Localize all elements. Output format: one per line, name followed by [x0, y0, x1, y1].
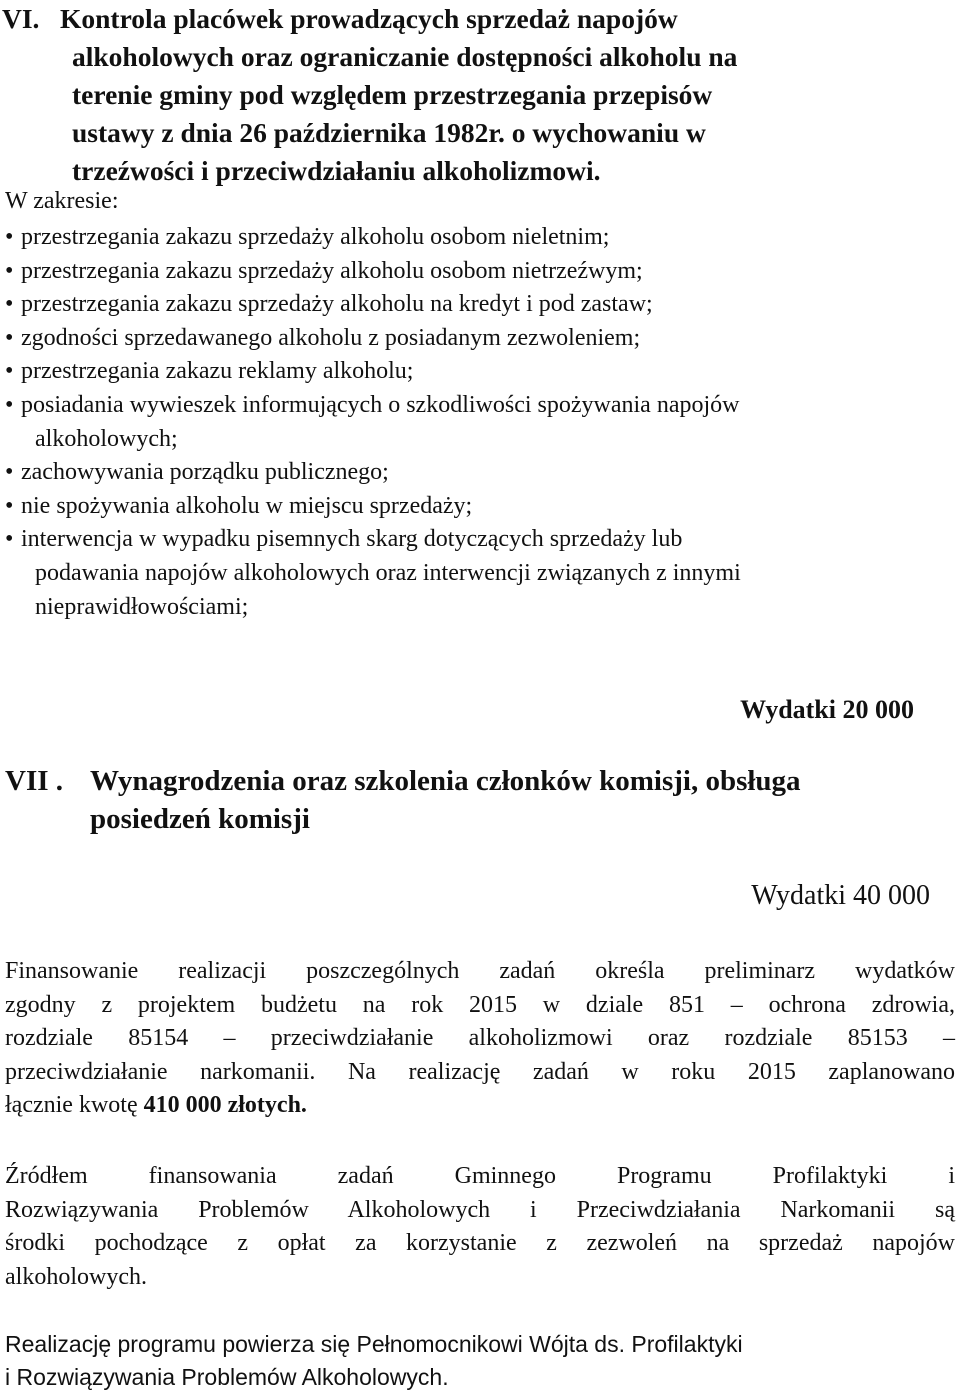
paragraph-line: przeciwdziałanie narkomanii. Na realizację zadań w roku 2015 zaplanowano: [5, 1058, 955, 1085]
section-6-expenses: Wydatki 20 000: [740, 695, 914, 724]
list-item-text: zachowywania porządku publicznego;: [21, 459, 389, 486]
bullet: •: [5, 459, 14, 486]
list-item: [5, 490, 945, 524]
paragraph-last-line-prefix: łącznie kwotę: [5, 1092, 144, 1119]
section-7-title-line-2: posiedzeń komisji: [90, 803, 310, 835]
section-6-title-line-5: trzeźwości i przeciwdziałaniu alkoholizmowi.: [72, 155, 601, 186]
list-item: [5, 355, 945, 389]
section-7-expenses: Wydatki 40 000: [751, 880, 930, 911]
source-paragraph: [5, 1160, 955, 1294]
bullet: •: [5, 257, 14, 284]
list-item-text: przestrzegania zakazu sprzedaży alkoholu osobom nieletnim;: [21, 224, 610, 250]
list-item-text: nie spożywania alkoholu w miejscu sprzedaży;: [21, 492, 473, 519]
section-6-list: [5, 221, 945, 624]
list-item: [5, 456, 945, 490]
paragraph-last-line: alkoholowych.: [5, 1263, 147, 1290]
section-7-number: VII .: [5, 765, 64, 797]
section-6-heading: [2, 0, 952, 190]
section-6-intro: W zakresie:: [5, 188, 119, 214]
list-item: [5, 389, 945, 456]
paragraph-last-line: [5, 1089, 955, 1123]
list-item-text: posiadania wywieszek informujących o szkodliwości spożywania napojów: [21, 391, 740, 418]
bullet: •: [5, 358, 14, 385]
financing-paragraph: [5, 955, 955, 1123]
bullet: •: [5, 492, 14, 519]
list-item-text: przestrzegania zakazu reklamy alkoholu;: [21, 358, 414, 385]
paragraph-line: i Rozwiązywania Problemów Alkoholowych.: [5, 1364, 449, 1390]
list-item: [5, 221, 945, 255]
list-item: [5, 288, 945, 322]
list-item-text-continued: nieprawidłowościami;: [35, 593, 249, 620]
total-amount: 410 000 złotych.: [143, 1092, 307, 1119]
list-item-text-continued: alkoholowych;: [35, 425, 178, 452]
paragraph-line: Finansowanie realizacji poszczególnych zadań określa preliminarz wydatków: [5, 958, 955, 984]
list-item: [5, 322, 945, 356]
section-6-title-line-3: terenie gminy pod względem przestrzegania przepisów: [72, 79, 713, 110]
bullet: •: [5, 324, 14, 351]
list-item: [5, 523, 945, 624]
paragraph-line: środki pochodzące z opłat za korzystanie z zezwoleń na sprzedaż napojów: [5, 1230, 955, 1257]
bullet: •: [5, 391, 14, 418]
paragraph-line: rozdziale 85154 – przeciwdziałanie alkoholizmowi oraz rozdziale 85153 –: [5, 1025, 955, 1052]
section-7-title-line-1: Wynagrodzenia oraz szkolenia członków komisji, obsługa: [90, 765, 801, 797]
paragraph-line: Źródłem finansowania zadań Gminnego Programu Profilaktyki i: [5, 1163, 955, 1189]
paragraph-line: Realizację programu powierza się Pełnomocnikowi Wójta ds. Profilaktyki: [5, 1331, 743, 1357]
list-item: [5, 255, 945, 289]
bullet: •: [5, 291, 14, 318]
list-item-text: przestrzegania zakazu sprzedaży alkoholu osobom nietrzeźwym;: [21, 257, 643, 284]
section-6-title-line-1: Kontrola placówek prowadzących sprzedaż napojów: [60, 3, 678, 34]
section-6-title-line-4: ustawy z dnia 26 października 1982r. o wychowaniu w: [72, 117, 706, 148]
section-6-number: VI.: [2, 3, 40, 34]
bullet: •: [5, 526, 14, 553]
bullet: •: [5, 224, 14, 250]
list-item-text-continued: podawania napojów alkoholowych oraz interwencji związanych z innymi: [35, 559, 741, 586]
section-6-title-line-2: alkoholowych oraz ograniczanie dostępności alkoholu na: [72, 41, 738, 72]
section-7-heading: [5, 762, 935, 838]
paragraph-line: zgodny z projektem budżetu na rok 2015 w dziale 851 – ochrona zdrowia,: [5, 991, 955, 1018]
list-item-text: przestrzegania zakazu sprzedaży alkoholu na kredyt i pod zastaw;: [21, 291, 653, 318]
list-item-text: interwencja w wypadku pisemnych skarg dotyczących sprzedaży lub: [21, 526, 683, 553]
list-item-text: zgodności sprzedawanego alkoholu z posiadanym zezwoleniem;: [21, 324, 641, 351]
implementation-paragraph: [5, 1328, 955, 1394]
paragraph-line: Rozwiązywania Problemów Alkoholowych i Przeciwdziałania Narkomanii są: [5, 1196, 955, 1223]
